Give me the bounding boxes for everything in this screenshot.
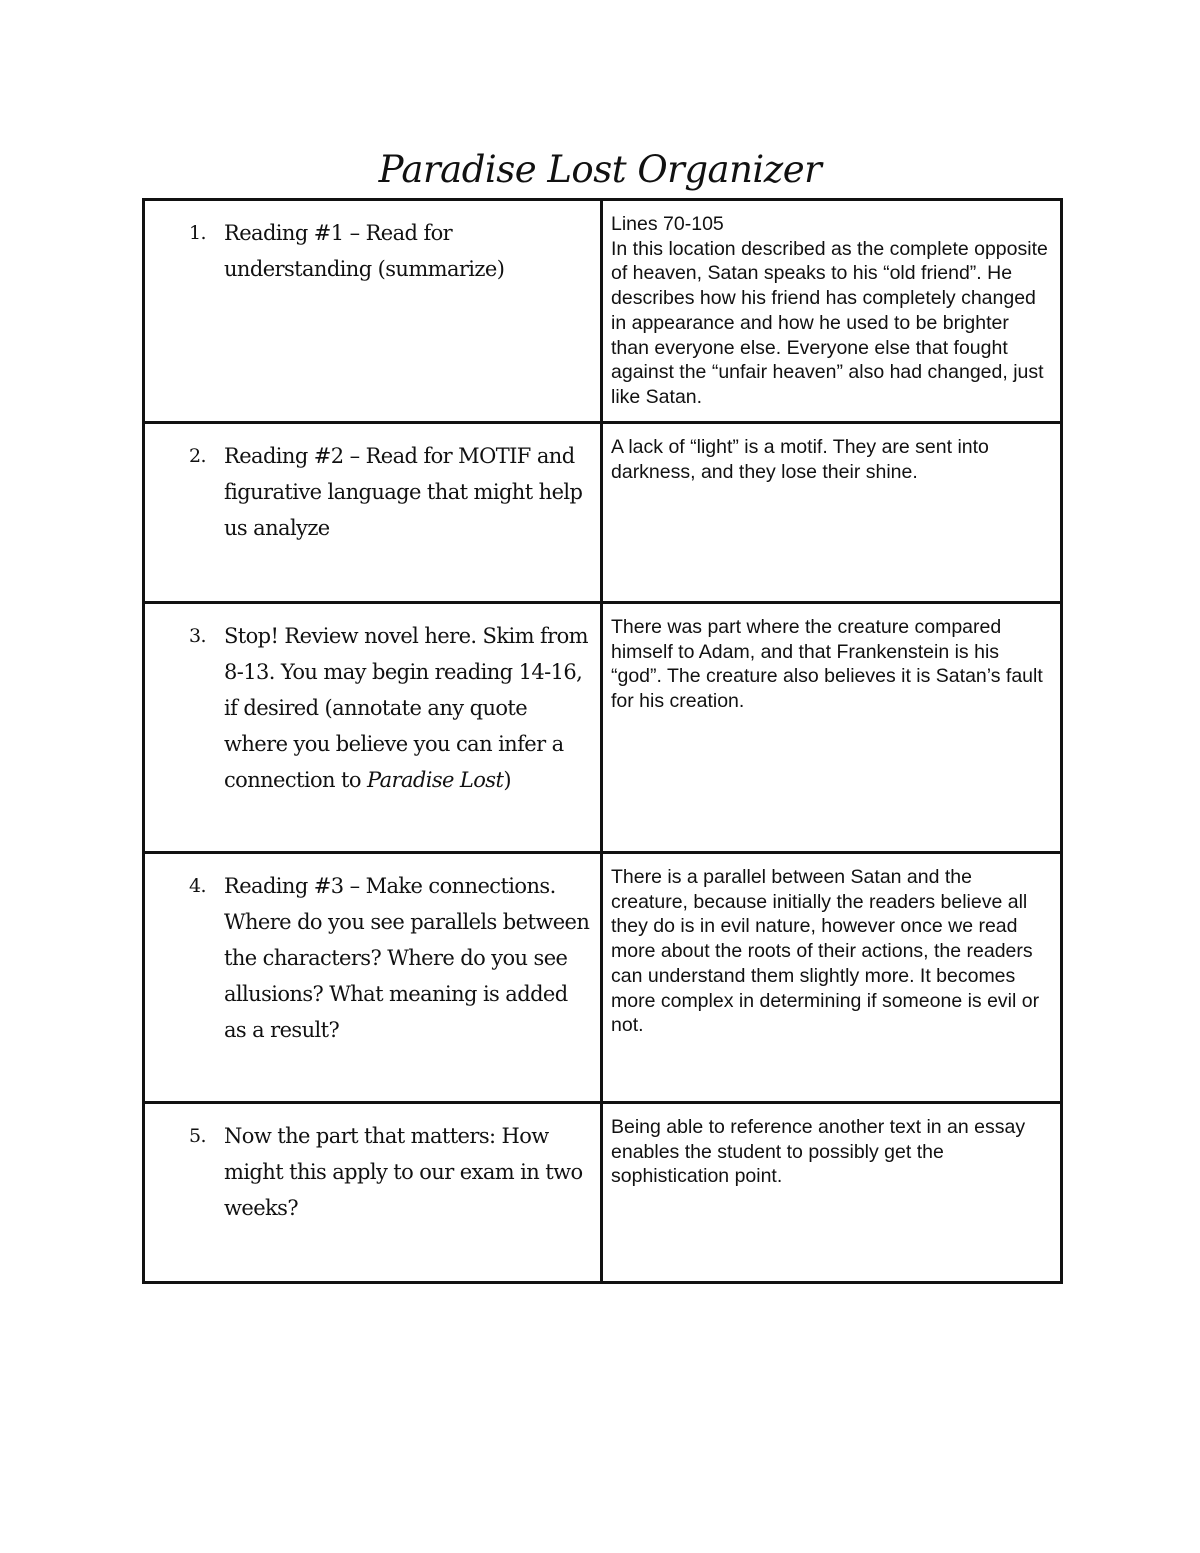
response-text[interactable]: Being able to reference another text in an essay enables the student to possibly get the sophistication point. — [611, 1116, 1026, 1188]
table-row — [144, 853, 1062, 1103]
prompt-cell — [144, 423, 602, 603]
response-cell[interactable] — [602, 1103, 1062, 1283]
page-title: Paradise Lost Organizer — [378, 148, 822, 191]
response-text[interactable]: A lack of “light” is a motif. They are sent into darkness, and they lose their shine. — [611, 436, 989, 483]
prompt-text-end: ) — [503, 768, 511, 792]
item-number: 3. — [189, 625, 206, 647]
response-text[interactable]: Lines 70-105 In this location described as the complete opposite of heaven, Satan speaks to his “old friend”. He describes how his friend has completely changed in appearance and how he used to be brighter than everyone else. Everyone else that fought against the “unfair heaven” also had changed, just like Satan. — [611, 213, 1048, 408]
prompt-text: Reading #1 – Read for understanding (summarize) — [224, 221, 505, 281]
table-row — [144, 423, 1062, 603]
item-number: 4. — [189, 875, 206, 897]
item-number: 1. — [189, 222, 206, 244]
prompt-cell — [144, 1103, 602, 1283]
prompt-cell — [144, 853, 602, 1103]
item-number: 2. — [189, 445, 206, 467]
prompt-text: Reading #3 – Make connections. Where do you see parallels between the characters? Where do you see allusions? What meaning is added as a result? — [224, 874, 590, 1042]
response-cell[interactable] — [602, 853, 1062, 1103]
table-row — [144, 200, 1062, 423]
response-cell[interactable] — [602, 423, 1062, 603]
prompt-text: Reading #2 – Read for MOTIF and figurative language that might help us analyze — [224, 444, 583, 540]
response-text[interactable]: There was part where the creature compared himself to Adam, and that Frankenstein is his “god”. The creature also believes it is Satan’s fault for his creation. — [611, 616, 1043, 713]
response-cell[interactable] — [602, 603, 1062, 853]
prompt-cell — [144, 603, 602, 853]
response-text[interactable]: There is a parallel between Satan and the creature, because initially the readers believe all they do is in evil nature, however once we read more about the roots of their actions, the readers can understand them slightly more. It becomes more complex in determining if someone is evil or not. — [611, 866, 1040, 1037]
table-row — [144, 603, 1062, 853]
response-cell[interactable] — [602, 200, 1062, 423]
table-row — [144, 1103, 1062, 1283]
item-number: 5. — [189, 1125, 206, 1147]
prompt-text: Now the part that matters: How might this apply to our exam in two weeks? — [224, 1124, 583, 1220]
prompt-cell — [144, 200, 602, 423]
organizer-table — [142, 198, 1063, 1284]
book-title: Paradise Lost — [367, 768, 504, 792]
prompt-text-start: Stop! Review novel here. Skim from 8-13. You may begin reading 14-16, if desired (annotate any quote where you believe you can infer a connection to — [224, 624, 588, 792]
